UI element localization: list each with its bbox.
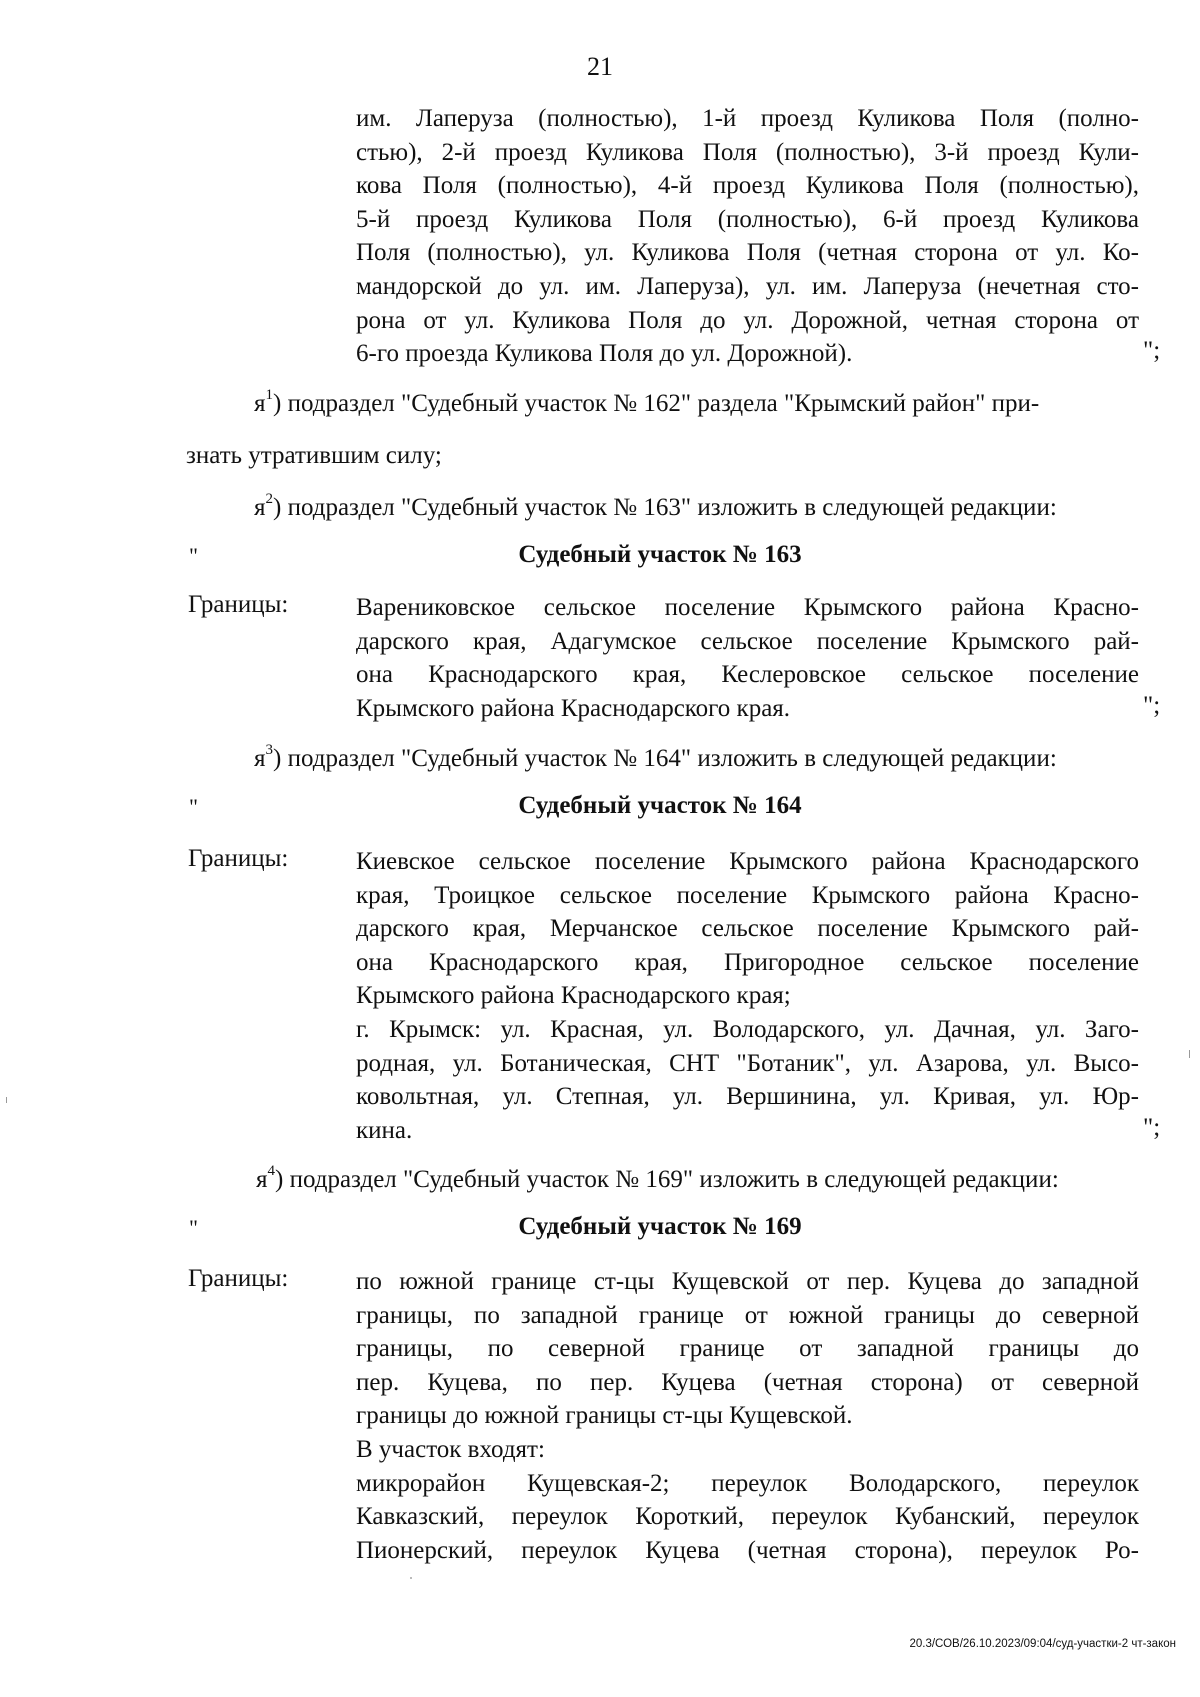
section-164-text <box>356 845 1139 1147</box>
text-line: рона от ул. Куликова Поля до ул. Дорожной, четная сторона от <box>356 306 1139 334</box>
section-heading-169: Судебный участок № 169 <box>518 1213 802 1240</box>
intro-text-block <box>356 102 1139 371</box>
text-line: Киевское сельское поселение Крымского района Краснодарского <box>356 848 1139 875</box>
opening-quote: " <box>189 543 198 568</box>
text-line: 5-й проезд Куликова Поля (полностью), 6-й проезд Куликова <box>356 205 1139 233</box>
item-ya2 <box>254 491 1057 525</box>
text-line: кина. <box>356 1116 413 1144</box>
item-text: ) подраздел "Судебный участок № 164" изложить в следующей редакции: <box>273 745 1057 772</box>
text-line: границы, по северной границе от западной границы до <box>356 1335 1139 1363</box>
item-superscript: 1 <box>265 386 273 403</box>
item-letter: я <box>254 494 266 521</box>
text-line: пер. Куцева, по пер. Куцева (четная сторона) от северной <box>356 1368 1139 1396</box>
scan-artifact <box>410 1577 412 1579</box>
text-line: Поля (полностью), ул. Куликова Поля (четная сторона от ул. Ко- <box>356 239 1139 267</box>
text-line: дарского края, Адагумское сельское поселение Крымского рай- <box>356 627 1139 655</box>
item-ya1-continuation: знать утратившим силу; <box>186 442 442 469</box>
text-line: стью), 2-й проезд Куликова Поля (полностью), 3-й проезд Кули- <box>356 138 1139 166</box>
item-ya4 <box>256 1163 1059 1197</box>
boundaries-label: Границы: <box>188 591 289 618</box>
scan-artifact <box>1189 1050 1190 1058</box>
text-line: границы, по западной границе от южной границы до северной <box>356 1301 1139 1329</box>
scan-artifact <box>6 1097 7 1103</box>
section-163-text <box>356 591 1139 725</box>
text-line: им. Лаперуза (полностью), 1-й проезд Куликова Поля (полно- <box>356 105 1139 132</box>
section-heading-163: Судебный участок № 163 <box>518 541 802 568</box>
item-text: ) подраздел "Судебный участок № 163" изложить в следующей редакции: <box>273 494 1057 521</box>
text-line: Пионерский, переулок Куцева (четная сторона), переулок Ро- <box>356 1536 1139 1564</box>
text-line: кова Поля (полностью), 4-й проезд Куликова Поля (полностью), <box>356 172 1139 200</box>
text-line: Кавказский, переулок Короткий, переулок Кубанский, переулок <box>356 1503 1139 1531</box>
text-line: она Краснодарского края, Кеслеровское сельское поселение <box>356 661 1139 689</box>
closing-quote: "; <box>1143 337 1161 364</box>
document-footer-code: 20.3/СОВ/26.10.2023/09:04/суд-участки-2 чт-закон <box>909 1638 1176 1650</box>
text-line: микрорайон Кущевская-2; переулок Володарского, переулок <box>356 1469 1139 1497</box>
item-letter: я <box>254 745 266 772</box>
item-letter: я <box>256 1166 268 1193</box>
opening-quote: " <box>189 794 198 819</box>
section-169-text <box>356 1265 1139 1567</box>
text-line: 6-го проезда Куликова Поля до ул. Дорожной). <box>356 340 853 368</box>
item-text: ) подраздел "Судебный участок № 162" раздела "Крымский район" при- <box>273 390 1040 417</box>
text-line: г. Крымск: ул. Красная, ул. Володарского, ул. Дачная, ул. Заго- <box>356 1015 1139 1043</box>
text-line: края, Троицкое сельское поселение Крымского района Красно- <box>356 881 1139 909</box>
item-ya1 <box>254 387 1139 421</box>
item-superscript: 3 <box>265 741 273 758</box>
text-line: ковольтная, ул. Степная, ул. Вершинина, ул. Кривая, ул. Юр- <box>356 1083 1139 1111</box>
text-line: Варениковское сельское поселение Крымского района Красно- <box>356 594 1139 621</box>
item-text: ) подраздел "Судебный участок № 169" изложить в следующей редакции: <box>275 1166 1059 1193</box>
section-heading-164: Судебный участок № 164 <box>518 792 802 819</box>
boundaries-label: Границы: <box>188 845 289 872</box>
opening-quote: " <box>189 1215 198 1240</box>
text-line: дарского края, Мерчанское сельское поселение Крымского рай- <box>356 915 1139 943</box>
text-line: В участок входят: <box>356 1435 545 1463</box>
item-letter: я <box>254 390 266 417</box>
text-line: мандорской до ул. им. Лаперуза), ул. им. Лаперуза (нечетная сто- <box>356 272 1139 300</box>
closing-quote: "; <box>1143 692 1161 719</box>
item-superscript: 2 <box>265 490 273 507</box>
text-line: по южной границе ст-цы Кущевской от пер. Куцева до западной <box>356 1268 1139 1295</box>
page-number: 21 <box>587 52 613 81</box>
boundaries-label: Границы: <box>188 1265 289 1292</box>
item-ya3 <box>254 742 1057 776</box>
closing-quote: "; <box>1143 1114 1161 1141</box>
item-superscript: 4 <box>267 1162 275 1179</box>
text-line: она Краснодарского края, Пригородное сельское поселение <box>356 948 1139 976</box>
text-line: родная, ул. Ботаническая, СНТ "Ботаник", ул. Азарова, ул. Высо- <box>356 1049 1139 1077</box>
text-line: Крымского района Краснодарского края. <box>356 694 791 722</box>
text-line: Крымского района Краснодарского края; <box>356 982 791 1010</box>
text-line: границы до южной границы ст-цы Кущевской. <box>356 1402 853 1430</box>
